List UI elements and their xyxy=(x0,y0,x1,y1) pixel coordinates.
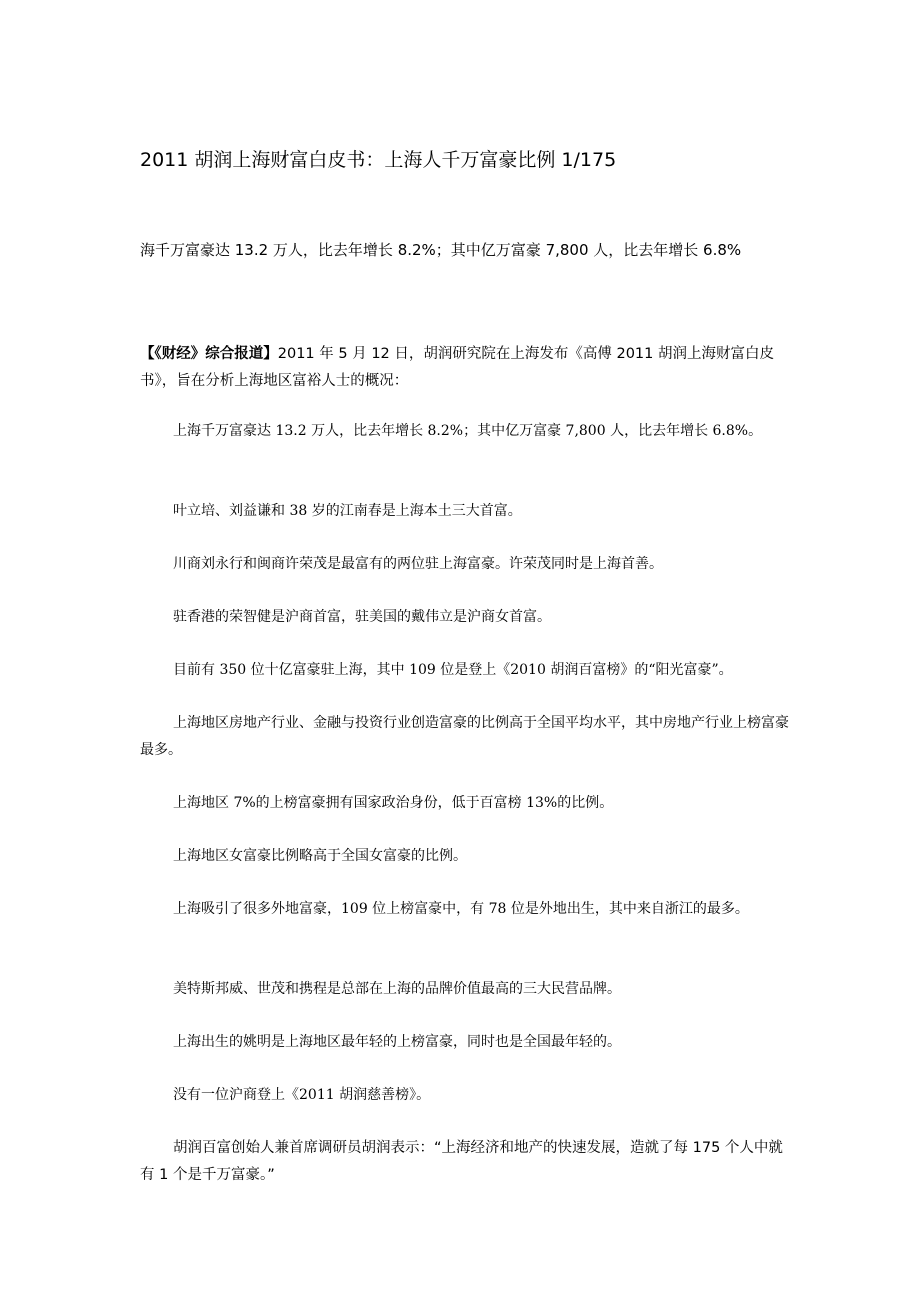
document-subtitle: 海千万富豪达 13.2 万人，比去年增长 8.2%；其中亿万富豪 7,800 人，比去年增长 6.8% xyxy=(140,241,742,259)
paragraph-10: 美特斯邦威、世茂和携程是总部在上海的品牌价值最高的三大民营品牌。 xyxy=(173,981,621,997)
paragraph-2: 叶立培、刘益谦和 38 岁的江南春是上海本土三大首富。 xyxy=(173,503,522,519)
paragraph-6: 上海地区房地产行业、金融与投资行业创造富豪的比例高于全国平均水平，其中房地产行业上榜富豪最多。 xyxy=(140,715,789,758)
paragraph-4: 驻香港的荣智健是沪商首富，驻美国的戴伟立是沪商女首富。 xyxy=(173,609,551,625)
paragraph-7: 上海地区 7%的上榜富豪拥有国家政治身份，低于百富榜 13%的比例。 xyxy=(173,795,614,811)
paragraph-13: 胡润百富创始人兼首席调研员胡润表示：“上海经济和地产的快速发展，造就了每 175 个人中就有 1 个是千万富豪。” xyxy=(140,1140,783,1183)
lead-source: 【《财经》综合报道】 xyxy=(140,346,278,362)
lead-text: 2011 年 5 月 12 日，胡润研究院在上海发布《高傅 2011 胡润上海财富白皮书》，旨在分析上海地区富裕人士的概况： xyxy=(140,346,774,389)
paragraph-8: 上海地区女富豪比例略高于全国女富豪的比例。 xyxy=(173,848,467,864)
paragraph-11: 上海出生的姚明是上海地区最年轻的上榜富豪，同时也是全国最年轻的。 xyxy=(173,1034,621,1050)
document-title: 2011 胡润上海财富白皮书：上海人千万富豪比例 1/175 xyxy=(140,149,617,171)
paragraph-5: 目前有 350 位十亿富豪驻上海，其中 109 位是登上《2010 胡润百富榜》的“阳光富豪”。 xyxy=(173,662,733,678)
paragraph-3: 川商刘永行和闽商许荣茂是最富有的两位驻上海富豪。许荣茂同时是上海首善。 xyxy=(173,556,663,572)
paragraph-9: 上海吸引了很多外地富豪，109 位上榜富豪中，有 78 位是外地出生，其中来自浙江的最多。 xyxy=(173,901,749,917)
paragraph-1: 上海千万富豪达 13.2 万人，比去年增长 8.2%；其中亿万富豪 7,800 人，比去年增长 6.8%。 xyxy=(173,423,763,439)
paragraph-12: 没有一位沪商登上《2011 胡润慈善榜》。 xyxy=(173,1087,431,1103)
lead-paragraph xyxy=(140,341,790,395)
